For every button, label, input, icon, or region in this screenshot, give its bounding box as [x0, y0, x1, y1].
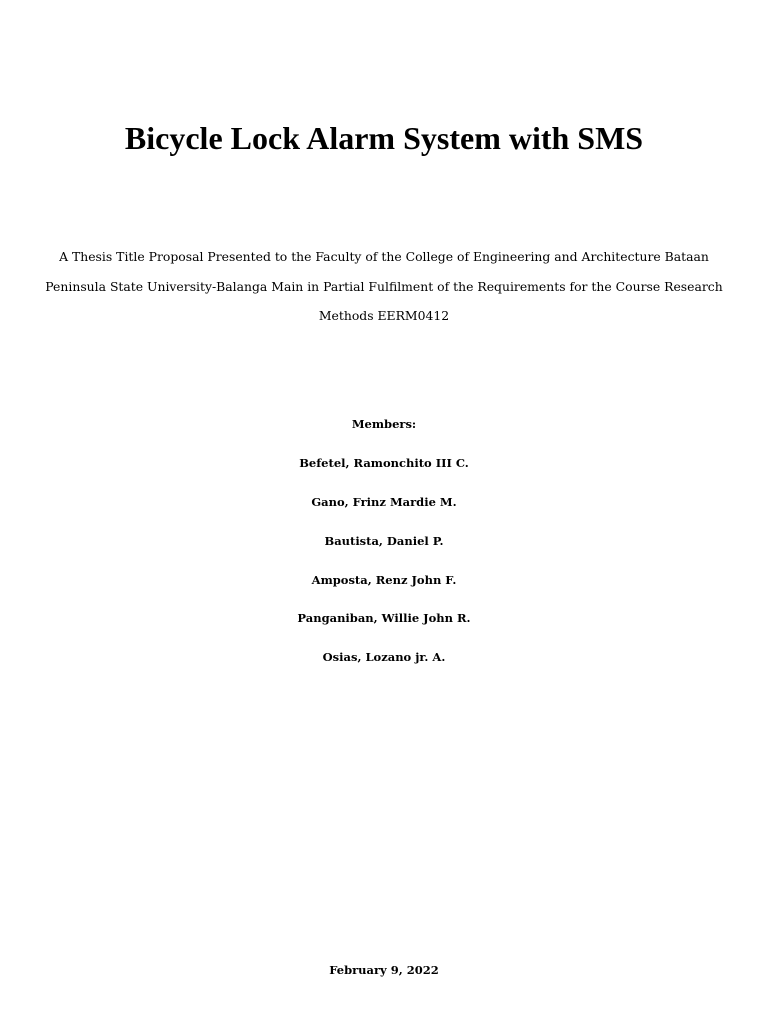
members-heading: Members:	[351, 417, 417, 431]
member-name: Osias, Lozano jr. A.	[322, 650, 446, 665]
proposal-description-line-1: A Thesis Title Proposal Presented to the Faculty of the College of Engineering and Architecture Bataan	[59, 249, 709, 264]
members-list	[0, 412, 768, 684]
document-date: February 9, 2022	[329, 963, 439, 977]
proposal-description-line-2: Peninsula State University-Balanga Main in Partial Fulfilment of the Requirements for the Course Research	[45, 278, 723, 294]
proposal-description-line-3: Methods EERM0412	[318, 308, 450, 323]
proposal-description	[44, 242, 724, 331]
member-name: Gano, Frinz Mardie M.	[311, 494, 457, 509]
member-name: Panganiban, Willie John R.	[297, 611, 471, 626]
document-title: Bicycle Lock Alarm System with SMS	[124, 120, 644, 156]
member-name: Befetel, Ramonchito III C.	[299, 455, 469, 470]
member-name: Bautista, Daniel P.	[324, 533, 444, 548]
member-name: Amposta, Renz John F.	[311, 572, 457, 587]
